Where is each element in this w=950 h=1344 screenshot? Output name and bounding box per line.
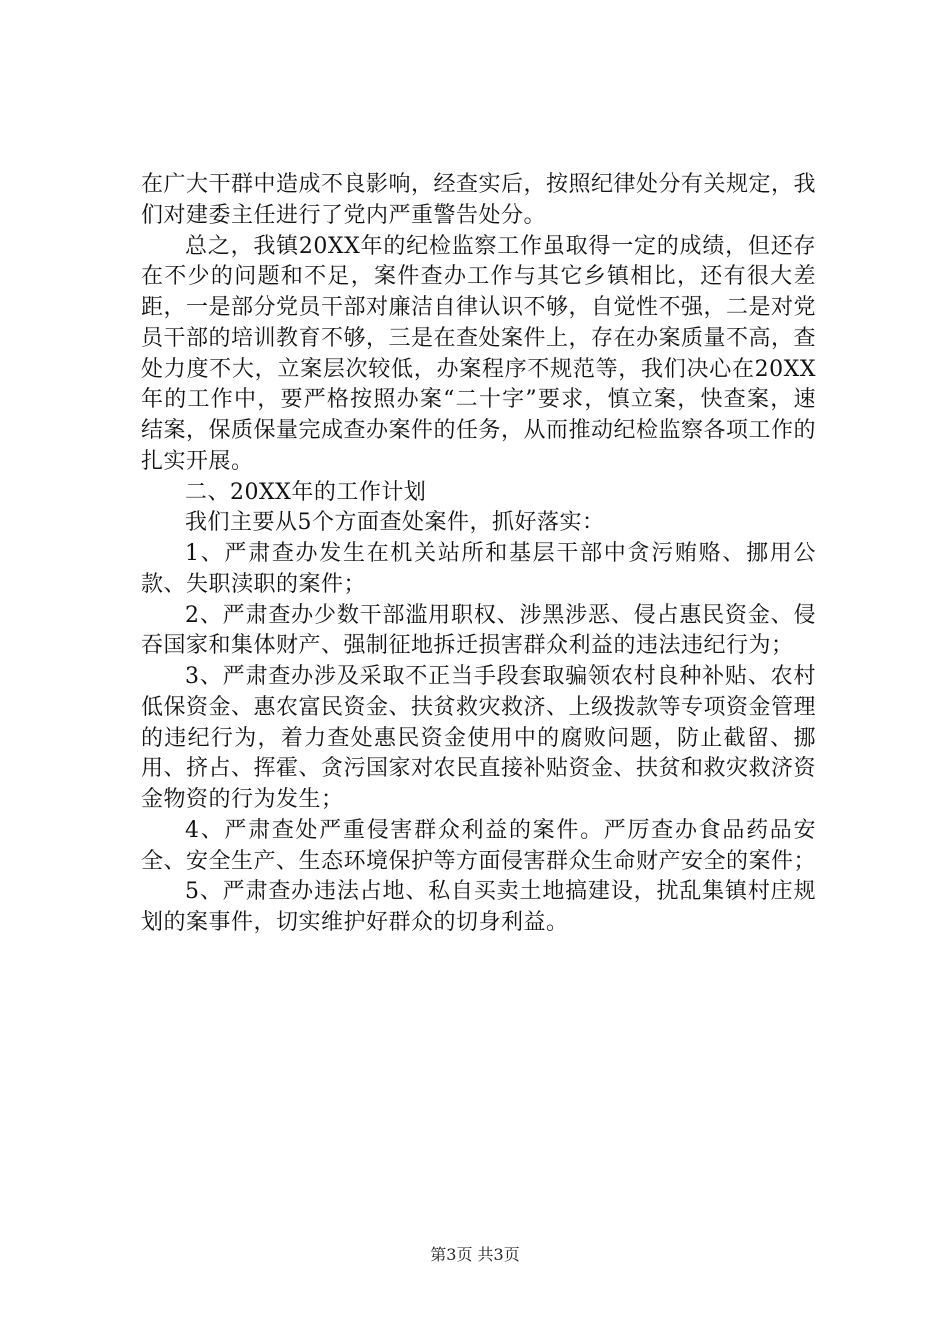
list-item-1: 1、严肃查办发生在机关站所和基层干部中贪污贿赂、挪用公款、失职渎职的案件； (141, 541, 816, 597)
list-item-4: 4、严肃查处严重侵害群众利益的案件。严厉查办食品药品安全、安全生产、生态环境保护等方面侵害群众生命财产安全的案件； (141, 817, 817, 874)
page-footer: 第3页 共3页 (430, 1245, 520, 1264)
paragraph-continuation: 在广大干群中造成不良影响，经查实后，按照纪律处分有关规定，我们对建委主任进行了党内严重警告处分。 (141, 172, 817, 228)
list-item-3: 3、严肃查办涉及采取不正当手段套取骗领农村良种补贴、农村低保资金、惠农富民资金、扶贫救灾救济、上级拨款等专项资金管理的违纪行为，着力查处惠民资金使用中的腐败问题，防止截留、挪用、挤占、挥霍、贪污国家对农民直接补贴资金、扶贫和救灾救济资金物资的行为发生； (141, 664, 817, 812)
list-item-5: 5、严肃查办违法占地、私自买卖土地搞建设，扰乱集镇村庄规划的案事件，切实维护好群众的切身利益。 (141, 879, 816, 935)
document-body (141, 170, 816, 939)
paragraph-plan-intro: 我们主要从5个方面查处案件，抓好落实： (185, 510, 605, 536)
list-item-2: 2、严肃查办少数干部滥用职权、涉黑涉恶、侵占惠民资金、侵吞国家和集体财产、强制征地拆迁损害群众利益的违法违纪行为； (141, 602, 816, 659)
section-heading-work-plan: 二、20XX年的工作计划 (185, 479, 427, 505)
paragraph-summary: 总之，我镇20XX年的纪检监察工作虽取得一定的成绩，但还存在不少的问题和不足，案件查办工作与其它乡镇相比，还有很大差距，一是部分党员干部对廉洁自律认识不够，自觉性不强，二是对党员干部的培训教育不够，三是在查处案件上，存在办案质量不高，查处力度不大，立案层次较低，办案程序不规范等，我们决心在20XX年的工作中，要严格按照办案“二十字”要求，慎立案，快查案，速结案，保质保量完成查办案件的任务，从而推动纪检监察各项工作的扎实开展。 (141, 233, 817, 474)
